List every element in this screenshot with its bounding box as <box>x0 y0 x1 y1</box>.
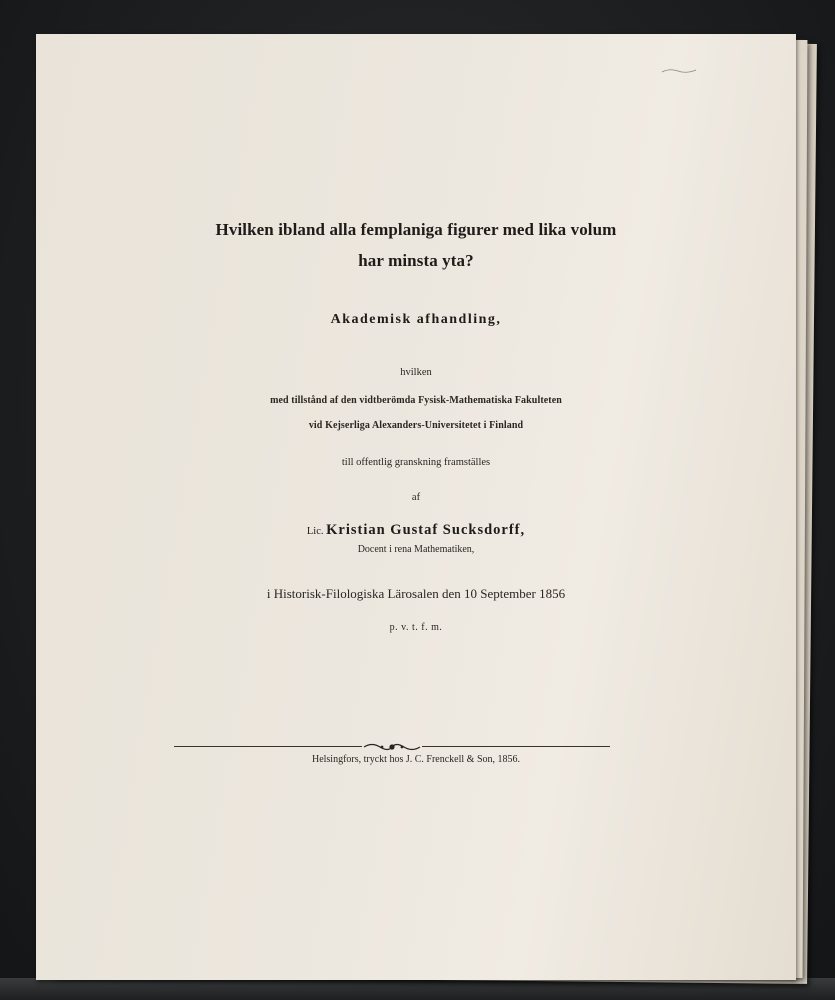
title-line-1: Hvilken ibland alla femplaniga figurer med lika volum <box>215 220 617 239</box>
venue-line: i Historisk-Filologiska Lärosalen den 10 September 1856 <box>266 586 566 601</box>
author-line <box>36 522 796 539</box>
author-prefix: Lic. <box>306 526 324 537</box>
imprint-line: Helsingfors, tryckt hos J. C. Frenckell & Son, 1856. <box>311 754 521 765</box>
line-faculty: med tillstånd af den vidtberömda Fysisk-Mathematiska Fakulteten <box>270 395 562 406</box>
rule-left <box>174 746 362 747</box>
author-position: Docent i rena Mathematiken, <box>357 544 475 555</box>
time-note: p. v. t. f. m. <box>389 622 443 633</box>
document-title <box>36 214 796 276</box>
author-name: Kristian Gustaf Sucksdorff, <box>326 522 526 538</box>
title-page <box>36 34 796 980</box>
line-university: vid Kejserliga Alexanders-Universitetet i Finland <box>308 420 524 431</box>
pencil-mark <box>660 66 700 76</box>
line-examination: till offentlig granskning framställes <box>341 457 491 468</box>
document-subtitle: Akademisk afhandling, <box>330 312 502 327</box>
line-hvilken: hvilken <box>400 367 432 378</box>
ornamental-rule <box>174 740 610 754</box>
line-af: af <box>411 492 421 503</box>
title-line-2: har minsta yta? <box>358 251 474 270</box>
ornament-icon <box>362 740 422 754</box>
rule-right <box>422 746 610 747</box>
